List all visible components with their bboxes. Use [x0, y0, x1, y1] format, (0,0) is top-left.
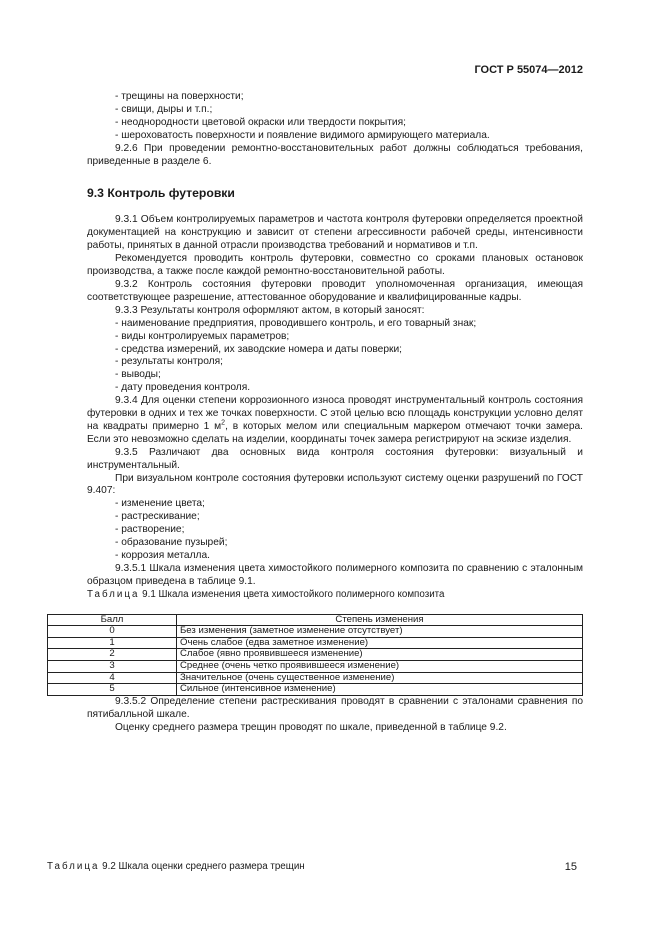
paragraph-9-3-2: 9.3.2 Контроль состояния футеровки проводит уполномоченная организация, имеющая соответствующее разрешение, аттестованное оборудование и квалифицированные кадры. — [87, 278, 583, 303]
table-9-1-caption — [87, 589, 583, 602]
table-row — [48, 637, 583, 649]
table-caption-text: 9.1 Шкала изменения цвета химостойкого полимерного композита — [142, 588, 445, 600]
list-item: - неоднородности цветовой окраски или твердости покрытия; — [115, 116, 406, 128]
page-number: 15 — [564, 861, 577, 873]
list-item: - трещины на поверхности; — [115, 91, 244, 102]
paragraph-9-3-1: 9.3.1 Объем контролируемых параметров и частота контроля футеровки определяется проектной документацией на конструкцию и зависит от степени агрессивности рабочей среды, интенсивности работы, принятых в данной отрасли производства требований и нормативов и т.п. — [87, 214, 583, 252]
paragraph-9-3-4-part-a: 9.3.4 Для оценки степени коррозионного износа проводят инструментальный контроль состояния футеровки в одних и тех же точках поверхности. С этой целью всю площадь конструкции условно делят на квадраты примерно 1 м — [87, 395, 583, 432]
superscript: 2 — [221, 419, 226, 427]
table-cell-score: 0 — [48, 626, 177, 638]
table-row — [48, 672, 583, 684]
table-cell-degree: Слабое (явно проявившееся изменение) — [177, 649, 583, 661]
table-cell-score: 1 — [48, 637, 177, 649]
paragraph-recommendation: Рекомендуется проводить контроль футеровки, совместно со сроками плановых остановок производства, а также после каждой ремонтно-восстановительной работы. — [87, 253, 583, 278]
table-cell-score: 3 — [48, 661, 177, 673]
table-9-2-caption — [47, 861, 305, 874]
list-item: - растрескивание; — [115, 511, 200, 523]
list-item: - растворение; — [115, 524, 185, 536]
table-caption-label: Таблица — [87, 588, 140, 600]
paragraph-9-3-5: 9.3.5 Различают два основных вида контроля состояния футеровки: визуальный и инструментальный. — [87, 446, 583, 471]
paragraph-9-3-4 — [87, 395, 583, 447]
paragraph-visual-control: При визуальном контроле состояния футеровки используют систему оценки разрушений по ГОСТ 9.407: — [87, 472, 583, 497]
table-row — [48, 626, 583, 638]
column-header-degree: Степень изменения — [177, 614, 583, 626]
list-item: - изменение цвета; — [115, 498, 205, 510]
table-row — [48, 661, 583, 673]
list-item: - наименование предприятия, проводившего контроль, и его товарный знак; — [115, 317, 477, 329]
paragraph-crack-estimate: Оценку среднего размера трещин проводят по шкале, приведенной в таблице 9.2. — [115, 721, 507, 733]
list-item: - образование пузырей; — [115, 537, 228, 549]
table-header-row — [48, 614, 583, 626]
table-cell-score: 2 — [48, 649, 177, 661]
table-cell-degree: Среднее (очень четко проявившееся изменение) — [177, 661, 583, 673]
paragraph-9-3-5-2: 9.3.5.2 Определение степени растрескивания проводят в сравнении с эталонами сравнения по пятибалльной шкале. — [87, 695, 583, 720]
table-cell-score: 4 — [48, 672, 177, 684]
table-cell-degree: Значительное (очень существенное изменение) — [177, 672, 583, 684]
list-item: - коррозия металла. — [115, 550, 210, 561]
section-title: 9.3 Контроль футеровки — [87, 186, 235, 201]
table-row — [48, 684, 583, 696]
list-item: - виды контролируемых параметров; — [115, 330, 290, 342]
table-9-1 — [47, 614, 583, 696]
list-item: - шероховатость поверхности и появление видимого армирующего материала. — [115, 129, 490, 141]
table-cell-degree: Без изменения (заметное изменение отсутствует) — [177, 626, 583, 638]
list-item: - средства измерений, их заводские номера и даты поверки; — [115, 343, 402, 355]
column-header-score: Балл — [48, 614, 177, 626]
table-row — [48, 649, 583, 661]
table-cell-degree: Очень слабое (едва заметное изменение) — [177, 637, 583, 649]
table-caption-text: 9.2 Шкала оценки среднего размера трещин — [102, 860, 305, 872]
paragraph-9-3-5-1: 9.3.5.1 Шкала изменения цвета химостойкого полимерного композита по сравнению с эталонным образцом приведена в таблице 9.1. — [87, 562, 583, 587]
table-cell-score: 5 — [48, 684, 177, 696]
document-id: ГОСТ Р 55074—2012 — [474, 64, 583, 76]
paragraph-9-2-6: 9.2.6 При проведении ремонтно-восстановительных работ должны соблюдаться требования, приведенные в разделе 6. — [87, 142, 583, 167]
list-item: - свищи, дыры и т.п.; — [115, 103, 213, 115]
paragraph-9-3-3: 9.3.3 Результаты контроля оформляют актом, в который заносят: — [115, 304, 425, 316]
paragraph-9-3-4-part-b: , в которых мелом или специальным маркером отмечают точки замера. Если это невозможно сделать на изделии, координаты точек замера регистрируют на эскизе изделия. — [87, 420, 583, 445]
table-cell-degree: Сильное (интенсивное изменение) — [177, 684, 583, 696]
list-item: - дату проведения контроля. — [115, 382, 251, 394]
list-item: - результаты контроля; — [115, 356, 223, 368]
page-content — [87, 91, 583, 735]
table-caption-label: Таблица — [47, 860, 100, 872]
list-item: - выводы; — [115, 369, 161, 381]
